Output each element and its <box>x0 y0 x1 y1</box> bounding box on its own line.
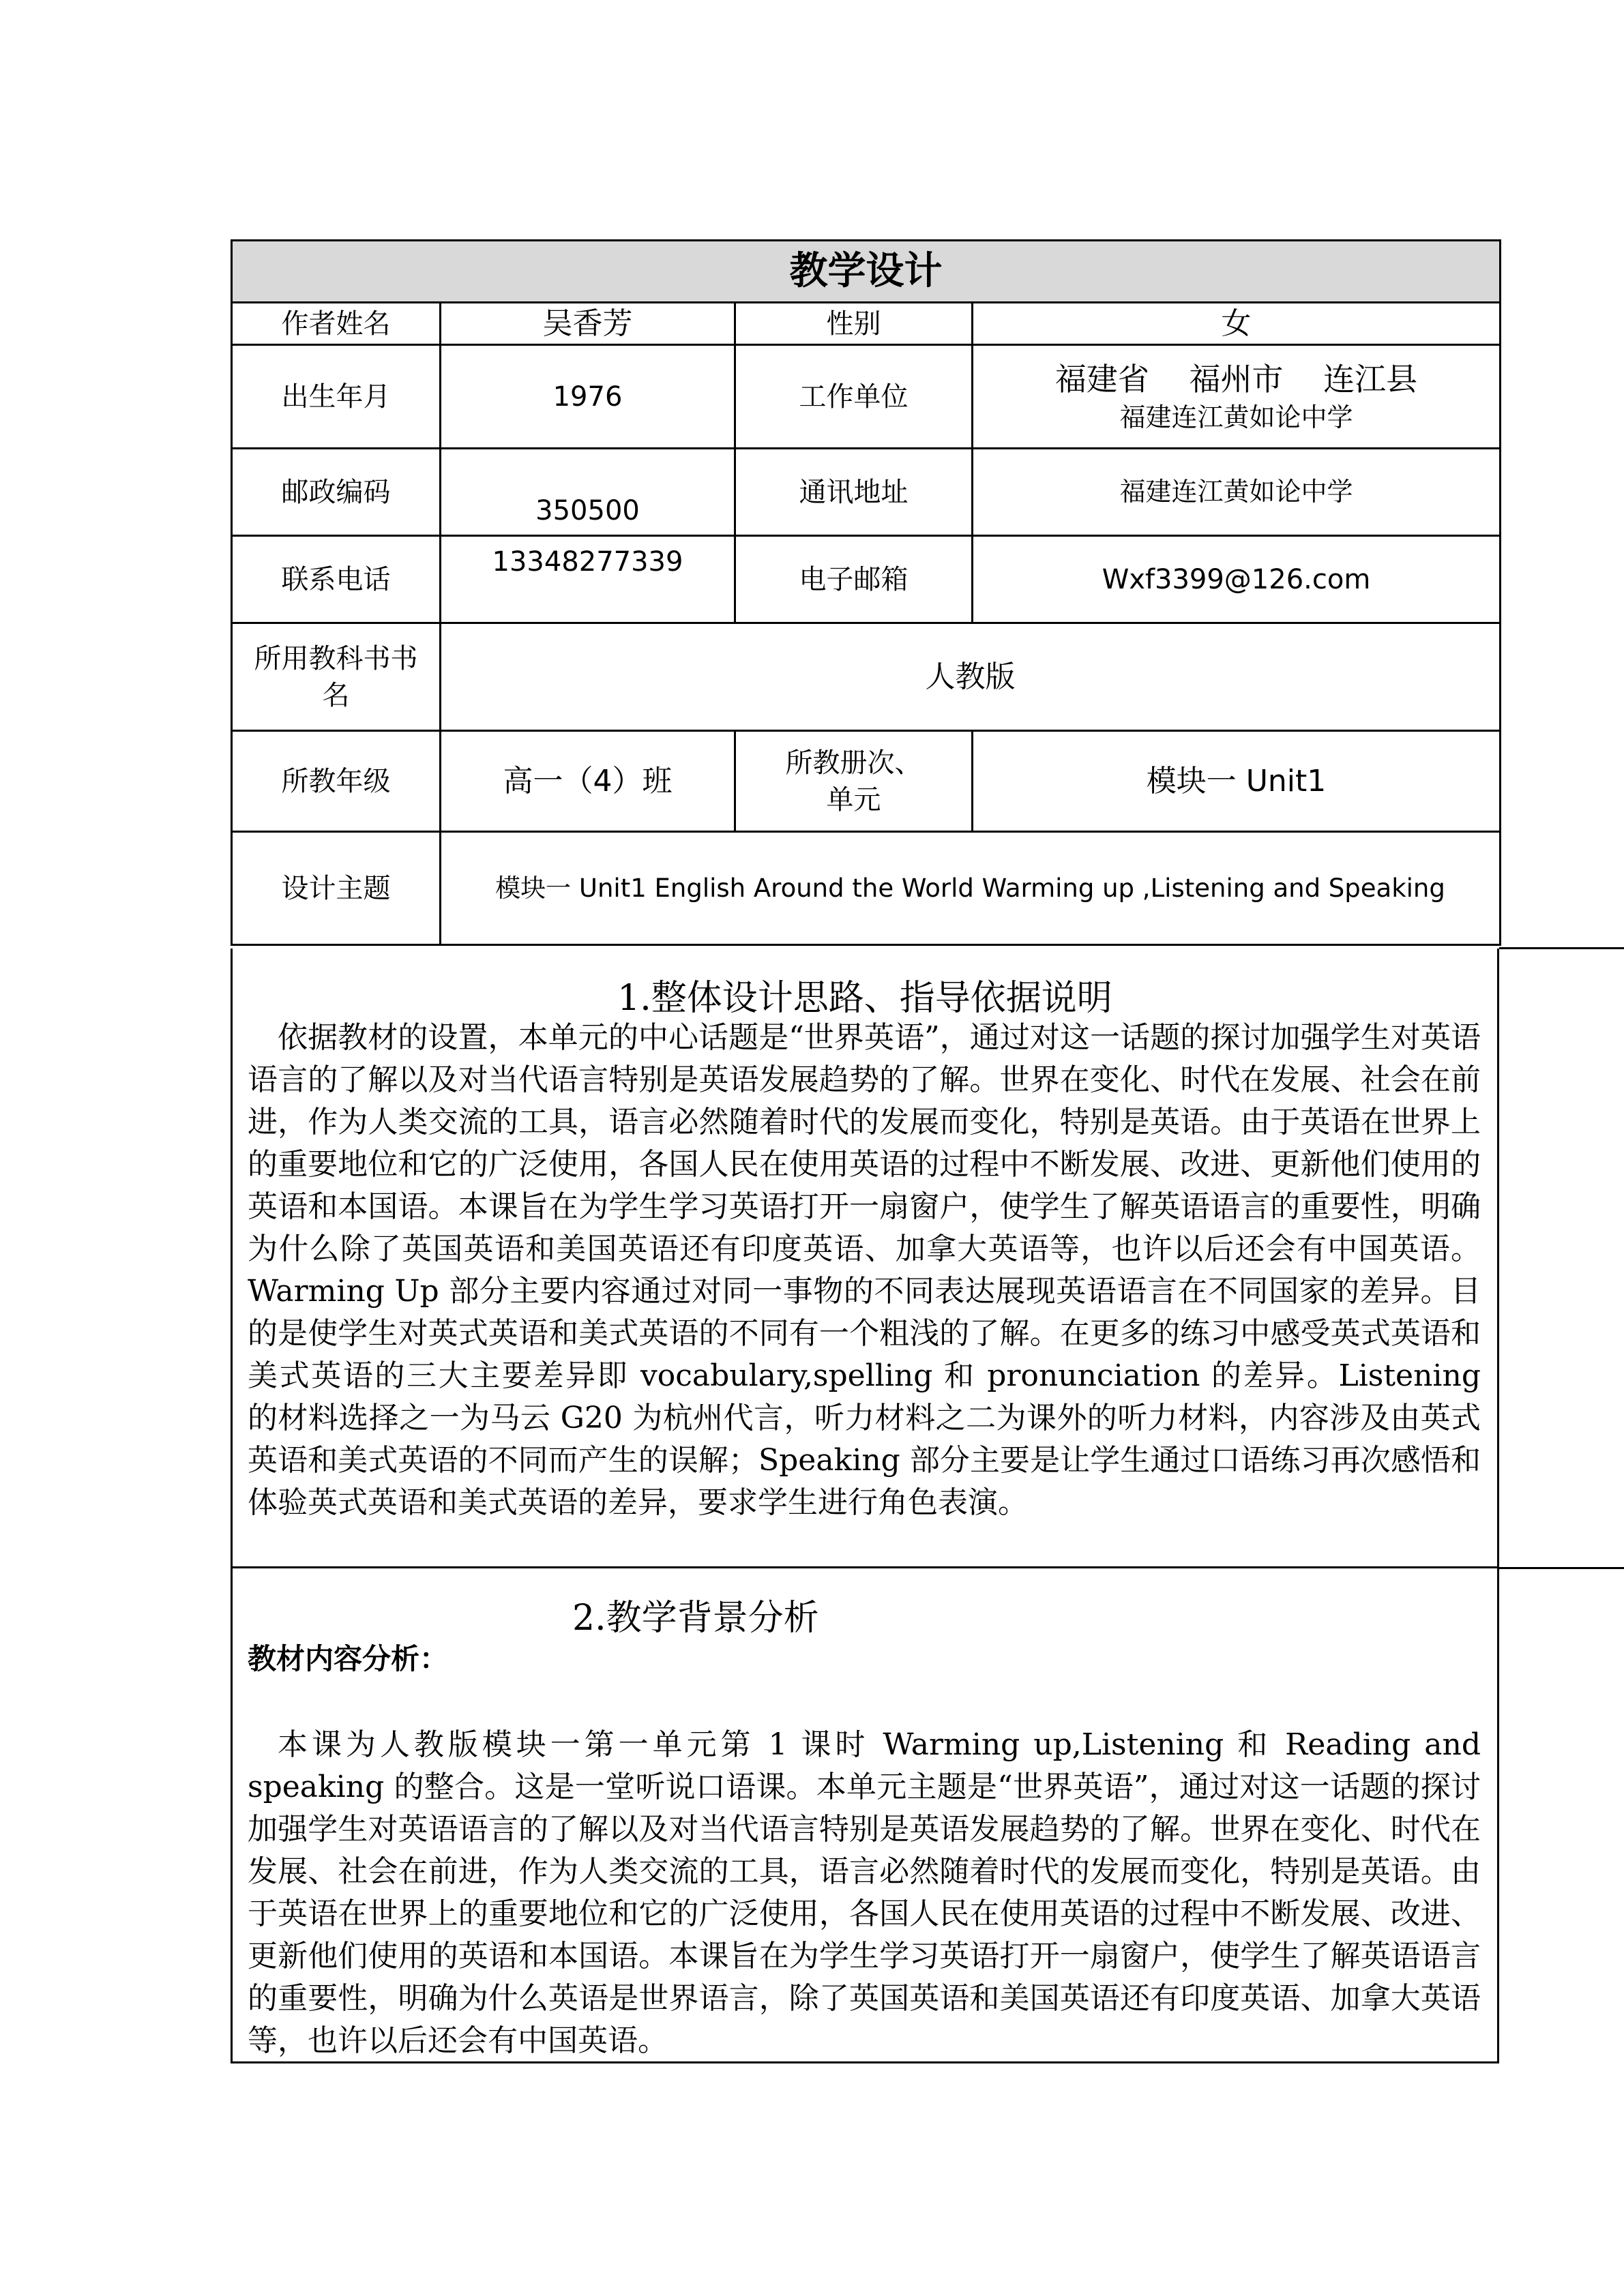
author-name-label: 作者姓名 <box>232 303 441 345</box>
textbook-row <box>232 623 1501 731</box>
section2-subtitle: 教材内容分析： <box>248 1642 449 1675</box>
section2-title: 2.教学背景分析 <box>572 1598 819 1639</box>
postal-label: 邮政编码 <box>232 449 441 536</box>
theme-label: 设计主题 <box>232 832 441 945</box>
birth-label: 出生年月 <box>232 345 441 449</box>
postal-value: 350500 <box>441 449 735 536</box>
design-rationale-section <box>231 949 1499 1568</box>
contact-row <box>232 536 1501 623</box>
author-row <box>232 303 1501 345</box>
grade-label: 所教年级 <box>232 731 441 832</box>
workplace-label: 工作单位 <box>735 345 973 449</box>
grade-row <box>232 731 1501 832</box>
textbook-label: 所用教科书书名 <box>232 623 441 731</box>
divider-line <box>1499 947 1624 949</box>
form-title: 教学设计 <box>232 241 1501 303</box>
background-analysis-section <box>231 1568 1499 2063</box>
workplace-region: 福建省 福州市 连江县 <box>1054 361 1418 398</box>
address-value: 福建连江黄如论中学 <box>973 449 1501 536</box>
divider-line <box>1499 1567 1624 1569</box>
workplace-school: 福建连江黄如论中学 <box>1119 402 1353 433</box>
unit-value: 模块一 Unit1 <box>973 731 1501 832</box>
gender-value: 女 <box>973 303 1501 345</box>
section1-title: 1.整体设计思路、指导依据说明 <box>617 978 1112 1019</box>
workplace-cell <box>973 345 1501 449</box>
teaching-design-form <box>231 239 1501 946</box>
title-row <box>232 241 1501 303</box>
unit-label: 所教册次、单元 <box>735 731 973 832</box>
theme-row <box>232 832 1501 945</box>
birth-value: 1976 <box>441 345 735 449</box>
email-label: 电子邮箱 <box>735 536 973 623</box>
textbook-value: 人教版 <box>441 623 1501 731</box>
section2-body: 本课为人教版模块一第一单元第 1 课时 Warming up,Listening 和 Reading and speaking 的整合。这是一堂听说口语课。本单元主题是“世界英语”，通过对这一话题的探讨加强学生对英语语言的了解以及对当代语言特别是英语发展趋势的了解。世界在变化、时代在发展、社会在前进，作为人类交流的工具，语言必然随着时代的发展而变化，特别是英语。由于英语在世界上的重要地位和它的广泛使用，各国人民在使用英语的过程中不断发展、改进、更新他们使用的英语和本国语。本课旨在为学生学习英语打开一扇窗户，使学生了解英语语言的重要性，明确为什么英语是世界语言，除了英国英语和美国英语还有印度英语、加拿大英语等，也许以后还会有中国英语。 <box>248 1727 1481 2058</box>
theme-value: 模块一 Unit1 English Around the World Warming up ,Listening and Speaking <box>441 832 1501 945</box>
birth-row <box>232 345 1501 449</box>
author-name-value: 吴香芳 <box>441 303 735 345</box>
address-label: 通讯地址 <box>735 449 973 536</box>
gender-label: 性别 <box>735 303 973 345</box>
section1-body: 依据教材的设置，本单元的中心话题是“世界英语”，通过对这一话题的探讨加强学生对英语语言的了解以及对当代语言特别是英语发展趋势的了解。世界在变化、时代在发展、社会在前进，作为人类交流的工具，语言必然随着时代的发展而变化，特别是英语。由于英语在世界上的重要地位和它的广泛使用，各国人民在使用英语的过程中不断发展、改进、更新他们使用的英语和本国语。本课旨在为学生学习英语打开一扇窗户，使学生了解英语语言的重要性，明确为什么除了英国英语和美国英语还有印度英语、加拿大英语等，也许以后还会有中国英语。Warming Up 部分主要内容通过对同一事物的不同表达展现英语语言在不同国家的差异。目的是使学生对英式英语和美式英语的不同有一个粗浅的了解。在更多的练习中感受英式英语和美式英语的三大主要差异即 vocabulary,spelling 和 pronunciation 的差异。Listening 的材料选择之一为马云 G20 为杭州代言，听力材料之二为课外的听力材料，内容涉及由英式英语和美式英语的不同而产生的误解；Speaking 部分主要是让学生通过口语练习再次感悟和体验英式英语和美式英语的差异，要求学生进行角色表演。 <box>248 1020 1481 1520</box>
email-value: Wxf3399@126.com <box>973 536 1501 623</box>
phone-label: 联系电话 <box>232 536 441 623</box>
phone-value: 13348277339 <box>441 536 735 623</box>
postal-row <box>232 449 1501 536</box>
grade-value: 高一（4）班 <box>441 731 735 832</box>
